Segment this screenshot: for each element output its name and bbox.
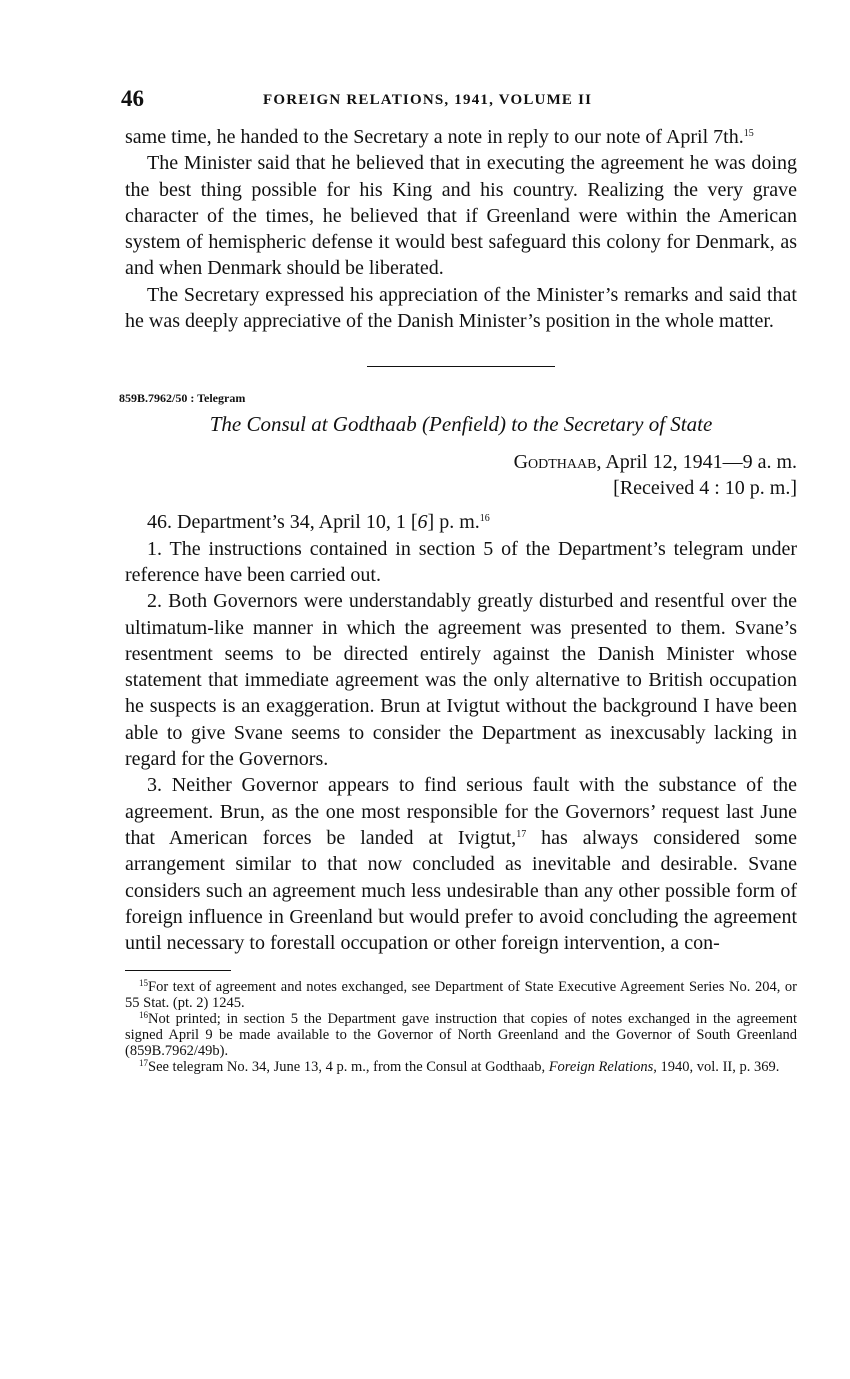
paragraph-text: ] p. m.	[427, 511, 480, 534]
paragraph	[125, 124, 797, 150]
footnote-text: See telegram No. 34, June 13, 4 p. m., from the Consul at Godthaab,	[148, 1059, 549, 1076]
paragraph	[125, 509, 797, 535]
paragraph: 2. Both Governors were understandably greatly disturbed and resentful over the ultimatum-like manner in which the agreement was presented to them. Svane’s resentment seems to be directed entirely against the Danish Minister whose statement that immediate agreement was the only alternative to British occupation he suspects is an exaggeration. Brun at Ivigtut without the background I have been able to give Svane seems to consider the Department as inexcusably lacking in regard for the Governors.	[125, 590, 797, 771]
running-head	[121, 86, 797, 116]
paragraph-text: has always considered some arrangement similar to that now concluded as inevitable and desirable. Svane considers such an agreement much less undesirable than any other possible form of foreign influence in Greenland but would prefer to avoid concluding the agreement until necessary to forestall occupation or other foreign intervention, a con-	[125, 826, 797, 955]
footnote-ref: 16	[479, 513, 490, 525]
telegram-text	[125, 509, 797, 956]
footnote-number: 15	[139, 978, 148, 989]
footnote-text: , p. 369.	[732, 1059, 780, 1076]
title-part: ) to the Secretary of State	[499, 412, 713, 437]
file-reference: 859B.7962/50 : Telegram	[119, 391, 246, 406]
italic-text: 6	[417, 511, 428, 534]
running-title: FOREIGN RELATIONS, 1941, VOLUME II	[263, 92, 593, 108]
footnote-text: , 1940, vol.	[653, 1059, 723, 1076]
volume-number: II	[722, 1059, 733, 1076]
page-number: 46	[121, 86, 144, 111]
paragraph-text: 3. Neither Governor appears to find serious fault with the substance of the agreement. Brun, as the one most responsible for the Governors’ request last June that American forces be landed at Ivigtut,	[125, 774, 797, 849]
dateline-place: Godthaab	[513, 451, 597, 474]
footnote-divider	[125, 970, 231, 971]
dateline-date	[125, 449, 797, 475]
dateline-received: [Received 4 : 10 p. m.]	[613, 477, 797, 500]
paragraph-text: same time, he handed to the Secretary a note in reply to our note of April 7th.	[125, 126, 744, 148]
section-divider	[367, 366, 555, 367]
paragraph: The Secretary expressed his appreciation of the Minister’s remarks and said that he was deeply appreciative of the Danish Minister’s position in the whole matter.	[125, 283, 797, 333]
footnote-ref: 15	[743, 128, 754, 139]
paragraph-text: 46. Department’s 34, April 10, 1 [	[147, 511, 418, 534]
footnote	[125, 979, 797, 1011]
page	[119, 86, 797, 1076]
paragraph	[125, 772, 797, 956]
memorandum-text	[125, 124, 797, 334]
footnotes	[125, 979, 797, 1075]
footnote-number: 17	[139, 1058, 148, 1069]
dateline	[125, 449, 797, 501]
italic-text: Foreign Relations	[548, 1059, 654, 1076]
footnote-text: For text of agreement and notes exchanged, see Department of State Executive Agreement Series No. 204, or 55 Stat. (pt. 2) 1245.	[125, 979, 797, 1012]
paragraph: 1. The instructions contained in section 5 of the Department’s telegram under reference have been carried out.	[125, 537, 797, 586]
footnote	[125, 1059, 797, 1075]
footnote-number: 16	[139, 1010, 148, 1021]
dateline-time: , April 12, 1941—9 a. m.	[596, 451, 797, 474]
footnote-text: Not printed; in section 5 the Department gave instruction that copies of notes exchanged in the agreement signed April 9 be made available to the Governor of North Greenland and the Governor of South Greenland (859B.7962/49b).	[125, 1011, 797, 1060]
title-name: Penfield	[429, 412, 500, 437]
paragraph: The Minister said that he believed that in executing the agreement he was doing the best thing possible for his King and his country. Realizing the very grave character of the times, he believed that if Greenland were within the American system of hemispheric defense it would best safeguard this colony for Denmark, as and when Denmark should be liberated.	[125, 152, 797, 280]
footnote	[125, 1011, 797, 1059]
footnote-ref: 17	[516, 828, 527, 840]
document-title	[125, 412, 797, 437]
title-part: The Consul at Godthaab (	[209, 412, 430, 437]
